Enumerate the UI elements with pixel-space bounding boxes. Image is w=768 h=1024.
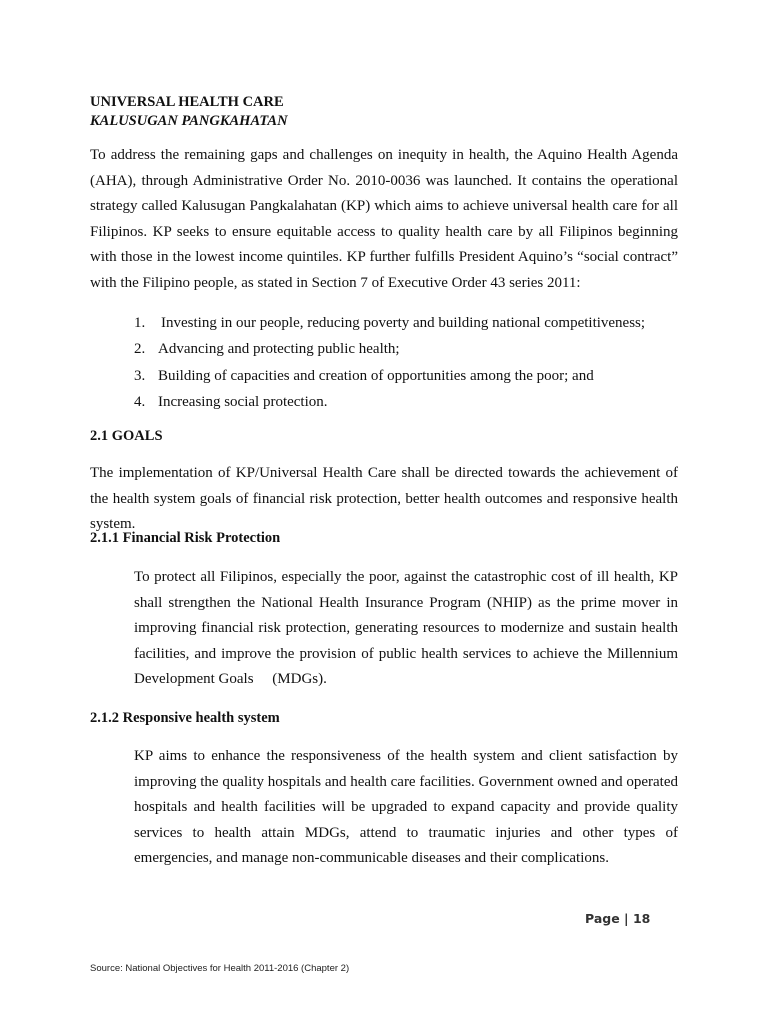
list-item xyxy=(134,389,694,415)
list-item-text: Investing in our people, reducing poverty and building national competitiveness; xyxy=(161,315,646,331)
document-title: UNIVERSAL HEALTH CARE xyxy=(90,94,284,110)
list-item-number: 1. xyxy=(134,315,146,331)
source-footnote: Source: National Objectives for Health 2011-2016 (Chapter 2) xyxy=(90,963,350,974)
intro-paragraph: To address the remaining gaps and challenges on inequity in health, the Aquino Health Agenda (AHA), through Administrative Order No. 2010-0036 was launched. It contains the operational strategy called Kalusugan Pangkalahatan (KP) which aims to achieve universal health care for all Filipinos. KP seeks to ensure equitable access to quality health care by all Filipinos beginning with those in the lowest income quintiles. KP further fulfills President Aquino’s “social contract” with the Filipino people, as stated in Section 7 of Executive Order 43 series 2011: xyxy=(90,147,678,291)
document-subtitle: KALUSUGAN PANGKAHATAN xyxy=(90,113,288,129)
list-item xyxy=(134,310,694,336)
goals-paragraph: The implementation of KP/Universal Health Care shall be directed towards the achievement of the health system goals of financial risk protection, better health outcomes and responsive health system. xyxy=(90,465,678,533)
financial-risk-protection-heading: 2.1.1 Financial Risk Protection xyxy=(90,530,281,546)
responsive-health-system-paragraph: KP aims to enhance the responsiveness of the health system and client satisfaction by improving the quality hospitals and health care facilities. Government owned and operated hospitals and health facilities will be upgraded to expand capacity and provide quality services to health attain MDGs, attend to traumatic injuries and other types of emergencies, and manage non-communicable diseases and their complications. xyxy=(134,748,678,867)
order-objectives-list xyxy=(134,310,694,415)
responsive-health-system-heading: 2.1.2 Responsive health system xyxy=(90,710,280,726)
list-item-text: Advancing and protecting public health; xyxy=(158,341,400,358)
page-number: Page | 18 xyxy=(585,911,651,926)
list-item-text: Increasing social protection. xyxy=(158,393,328,410)
list-item-number: 4. xyxy=(134,393,146,410)
goals-heading: 2.1 GOALS xyxy=(90,428,163,444)
list-item-text: Building of capacities and creation of opportunities among the poor; and xyxy=(158,367,594,384)
financial-risk-protection-paragraph: To protect all Filipinos, especially the poor, against the catastrophic cost of ill health, KP shall strengthen the National Health Insurance Program (NHIP) as the prime mover in improving financial risk protection, generating resources to modernize and sustain health facilities, and improve the provision of public health services to achieve the Millennium Development Goals (MDGs). xyxy=(134,569,678,688)
list-item-number: 3. xyxy=(134,367,146,384)
list-item-number: 2. xyxy=(134,341,146,358)
list-item xyxy=(134,363,694,389)
list-item xyxy=(134,336,694,362)
